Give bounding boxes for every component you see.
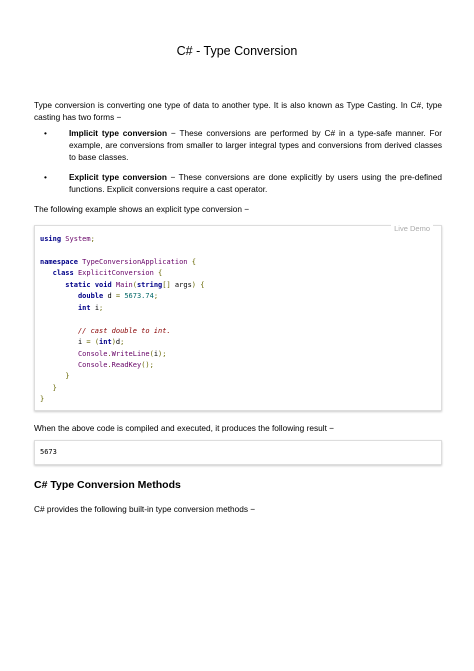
list-item: [34, 171, 442, 195]
page-title: C# - Type Conversion: [176, 44, 298, 58]
section-intro: C# provides the following built-in type conversion methods −: [34, 504, 256, 514]
code-content: using System; namespace TypeConversionApplication { class ExplicitConversion { static void Main(string[] args) { double d = 5673.74; int i; // cast double to int. i = (int)d; Console.WriteLine(i); Console.ReadKey(); } } }: [40, 235, 205, 404]
conversion-forms-list: [34, 127, 442, 195]
code-block: [34, 225, 442, 411]
example-intro: The following example shows an explicit type conversion −: [34, 204, 250, 214]
result-block: [34, 440, 442, 465]
result-output: 5673: [40, 448, 57, 456]
bullet-icon: •: [44, 171, 47, 182]
bullet-term: Explicit type conversion: [69, 171, 167, 182]
list-item: [34, 127, 442, 164]
result-intro: When the above code is compiled and executed, it produces the following result −: [34, 423, 335, 433]
bullet-text: − These conversions are done explicitly by users using the pre-defined functions. Explicit conversions require a cast operator.: [69, 171, 442, 194]
bullet-icon: •: [44, 128, 47, 138]
live-demo-link[interactable]: Live Demo: [391, 224, 433, 233]
bullet-term: Implicit type conversion: [69, 128, 168, 138]
intro-paragraph: Type conversion is converting one type of data to another type. It is also known as Type Casting. In C#, type casting has two forms −: [34, 100, 442, 123]
section-heading: C# Type Conversion Methods: [34, 479, 181, 491]
bullet-text: − These conversions are performed by C# in a type-safe manner. For example, are conversions from smaller to larger integral types and conversions from derived classes to base classes.: [69, 128, 442, 163]
